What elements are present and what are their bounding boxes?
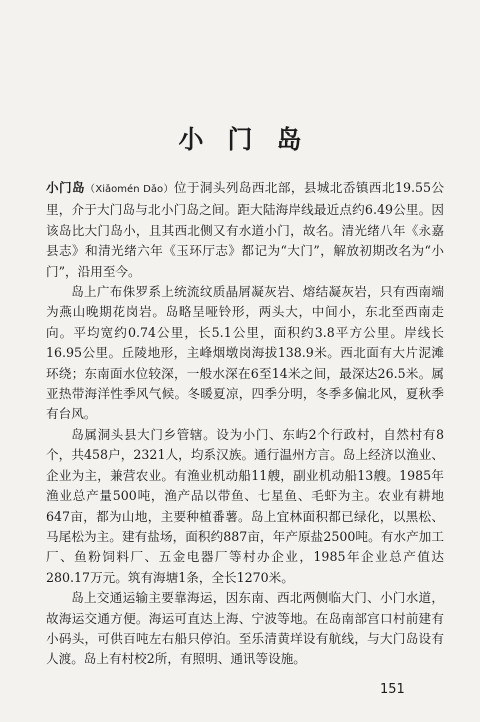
page-number: 151 — [380, 682, 405, 697]
paragraph-1 — [46, 178, 444, 282]
paragraph-1-text: 位于洞头列岛西北部，县城北岙镇西北19.55公里，介于大门岛与北小门岛之间。距大陆海岸线最近点约6.49公里。因该岛比大门岛小，且其西北侧又有水道小门，故名。清光绪八年《永嘉县志》和清光绪六年《玉环厅志》都记为“大门”，解放初期改名为“小门”，沿用至今。 — [46, 180, 445, 279]
entry-term: 小门岛 — [46, 180, 86, 195]
article-body — [46, 178, 444, 670]
paragraph-2: 岛上广布侏罗系上统流纹质晶屑凝灰岩、熔结凝灰岩，只有西南端为燕山晚期花岗岩。岛略呈哑铃形，两头大，中间小，东北至西南走向。平均宽约0.74公里，长5.1公里，面积约3.8平方公里。岸线长16.95公里。丘陵地形，主峰烟墩岗海拔138.9米。西北面有大片泥滩环绕；东南面水位较深，一般水深在6至14米之间，最深达26.5米。属亚热带海洋性季风气候。冬暖夏凉，四季分明，冬季多偏北风，夏秋季有台风。 — [46, 284, 444, 422]
paragraph-3: 岛属洞头县大门乡管辖。设为小门、东屿2个行政村，自然村有8个，共458户，2321人，均系汉族。通行温州方言。岛上经济以渔业、企业为主，兼营农业。有渔业机动船11艘，副业机动船13艘。1985年渔业总产量500吨，渔产品以带鱼、七星鱼、毛虾为主。农业有耕地647亩，都为山地，主要种植番薯。岛上宜林面积都已绿化，以黑松、马尾松为主。建有盐场，面积约887亩，年产原盐2500吨。有水产加工厂、鱼粉饲料厂、五金电器厂等村办企业，1985年企业总产值达280.17万元。筑有海塘1条，全长1270米。 — [46, 426, 444, 585]
paragraph-4: 岛上交通运输主要靠海运，因东南、西北两侧临大门、小门水道，故海运交通方便。海运可直达上海、宁波等地。在岛南部宫口村前建有小码头，可供百吨左右船只停泊。至乐清黄垟设有航线，与大门岛设有人渡。岛上有村校2所，有照明、通讯等设施。 — [46, 590, 444, 667]
page-title: 小门岛 — [178, 125, 326, 154]
entry-pinyin: （Xiǎomén Dǎo） — [85, 184, 174, 195]
